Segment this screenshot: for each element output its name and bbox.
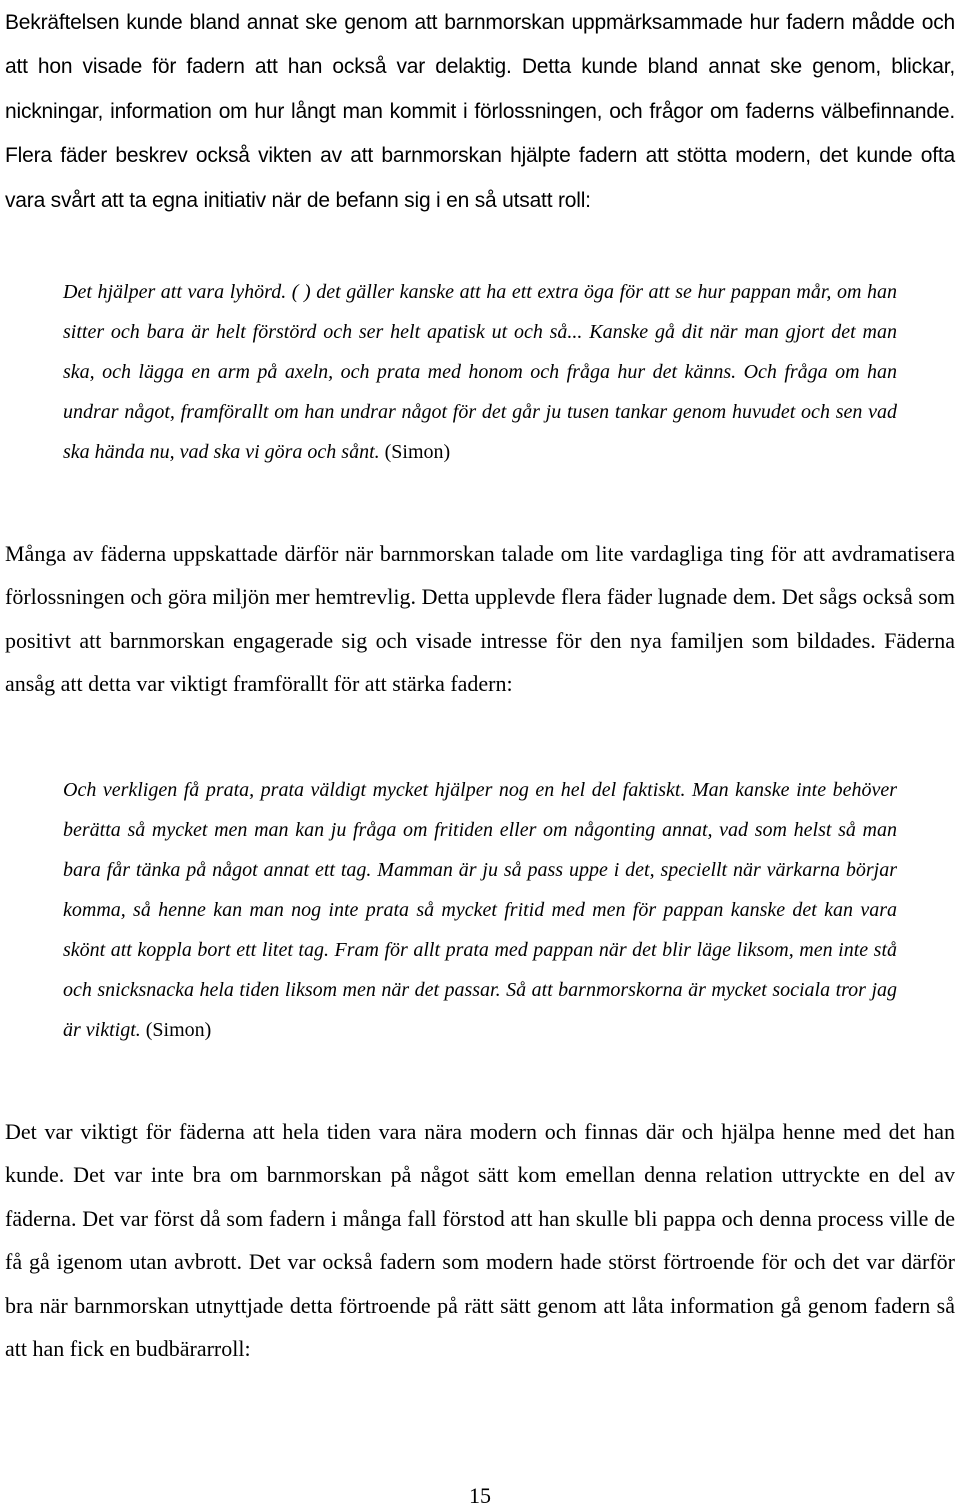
- page-number: 15: [469, 1483, 491, 1508]
- quote-2-attribution: (Simon): [145, 1019, 212, 1041]
- body-paragraph-2: Många av fäderna uppskattade därför när barnmorskan talade om lite vardagliga ting för att avdramatisera förlossningen och göra miljön mer hemtrevlig. Detta upplevde flera fäder lugnade dem. Det sågs också som positivt att barnmorskan engagerade sig och visade intresse för den nya familjen som bildades. Fäderna ansåg att detta var viktigt framförallt för att stärka fadern:: [5, 541, 955, 697]
- quote-2-text: Och verkligen få prata, prata väldigt mycket hjälper nog en hel del faktiskt. Man kanske inte behöver berätta så mycket men man kan ju fråga om fritiden eller om någonting annat, vad som helst så man bara får tänka på något annat ett tag. Mamman är ju så pass uppe i det, speciellt när värkarna börjar komma, så henne kan man nog inte prata så mycket fritid med men för pappan kanske det kan vara skönt att koppla bort ett litet tag. Fram för allt prata med pappan när det blir läge liksom, men inte stå och snicksnacka hela tiden liksom men när det passar. Så att barnmorskorna är mycket sociala tror jag är viktigt.: [63, 779, 897, 1041]
- quote-1-text: Det hjälper att vara lyhörd. ( ) det gäller kanske att ha ett extra öga för att se hur pappan mår, om han sitter och bara är helt förstörd och ser helt apatisk ut och så... Kanske gå dit när man gjort det man ska, och lägga en arm på axeln, och prata med honom och fråga hur det känns. Och fråga om han undrar något, framförallt om han undrar något för det går ju tusen tankar genom huvudet och sen vad ska hända nu, vad ska vi göra och sånt.: [63, 281, 897, 463]
- body-paragraph-3: Det var viktigt för fäderna att hela tiden vara nära modern och finnas där och hjälpa henne med det han kunde. Det var inte bra om barnmorskan på något sätt kom emellan denna relation uttryckte en del av fäderna. Det var först då som fadern i många fall förstod att han skulle bli pappa och denna process ville de få gå igenom utan avbrott. Det var också fadern som modern hade störst förtroende för och det var därför bra när barnmorskan utnyttjade detta förtroende på rätt sätt genom att låta information gå genom fadern så att han fick en budbärarroll:: [5, 1119, 955, 1362]
- quote-1-attribution: (Simon): [384, 441, 451, 463]
- block-quote-2: [63, 770, 897, 1050]
- paragraph-1-text: Bekräftelsen kunde bland annat ske genom att barnmorskan uppmärksammade hur fadern mådde och att hon visade för fadern att han också var delaktig. Detta kunde bland annat ske genom, blickar, nickningar, information om hur långt man kommit i förlossningen, och frågor om faderns välbefinnande. Flera fäder beskrev också vikten av att barnmorskan hjälpte fadern att stötta modern, det kunde ofta vara svårt att ta egna initiativ när de befann sig i en så utsatt roll:: [5, 11, 955, 212]
- body-paragraph-1: [5, 0, 955, 222]
- block-quote-1: [63, 272, 897, 472]
